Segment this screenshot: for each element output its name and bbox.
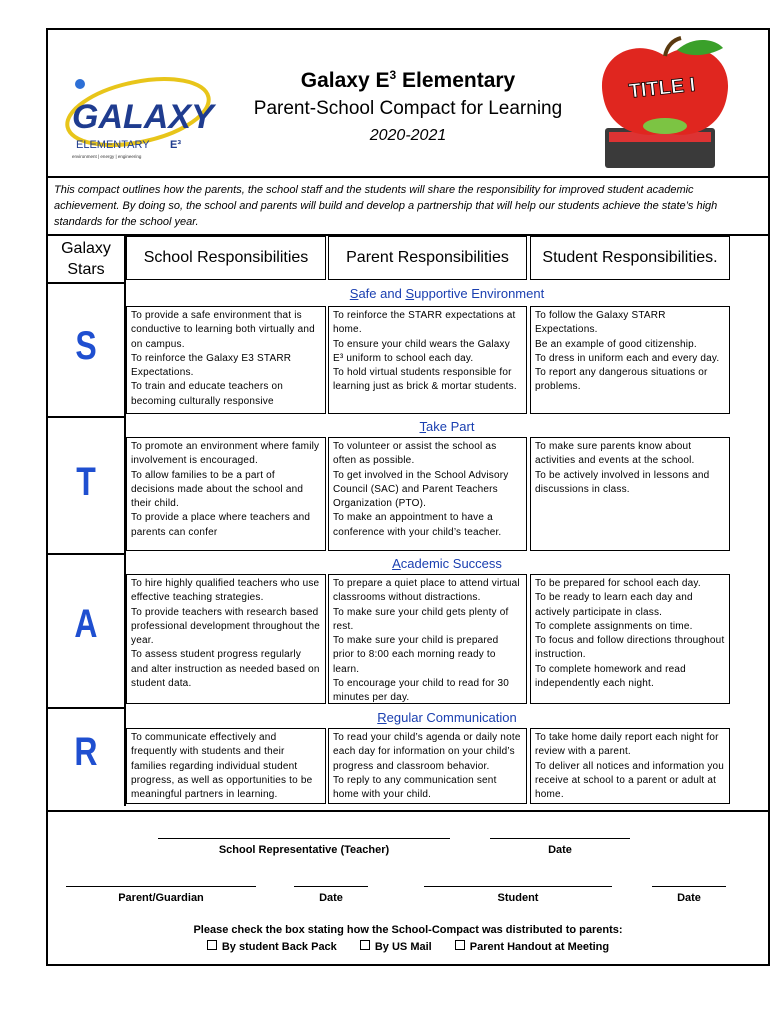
- galaxy-stars-header: Galaxy Stars: [61, 240, 111, 278]
- distribution-options: [48, 940, 768, 953]
- section-title-safe-supportive: Safe and Supportive Environment: [349, 286, 545, 301]
- parent-cell-academic-success: [328, 574, 527, 704]
- responsibility-item: To reinforce the Galaxy E3 STARR Expectations.: [131, 352, 292, 379]
- logo-word: GALAXY: [72, 98, 214, 136]
- responsibility-item: To prepare a quiet place to attend virtual classrooms without distractions.: [333, 578, 520, 604]
- parent-cell-regular-communication: [328, 728, 527, 804]
- document-subtitle: Parent-School Compact for Learning: [253, 98, 563, 119]
- responsibility-item: To read your child’s agenda or daily note each day for information on your child’s progress and classroom behavior.: [333, 732, 521, 772]
- school-cell-academic-success: [126, 574, 326, 704]
- student-date-label: Date: [677, 892, 701, 904]
- responsibility-item: To provide teachers with research based professional development throughout the year.: [131, 606, 321, 647]
- responsibility-item: To provide a safe environment that is conductive to learning both virtually and on campus.: [131, 310, 315, 350]
- responsibility-item: To dress in uniform each and every day.: [535, 352, 720, 364]
- stars-row-rule: [48, 416, 126, 418]
- option-us-mail[interactable]: By US Mail: [360, 940, 432, 953]
- school-cell-safe-supportive: [126, 306, 326, 414]
- title-one-apple-image: [585, 36, 745, 176]
- responsibility-item: Be an example of good citizenship.: [535, 338, 697, 350]
- rep-label: School Representative (Teacher): [218, 844, 390, 856]
- parent-cell-take-part: [328, 437, 527, 551]
- star-letter-r: R: [74, 730, 98, 774]
- header-rule: [48, 176, 768, 178]
- stars-row-rule: [48, 553, 126, 555]
- responsibility-item: To hire highly qualified teachers who use effective teaching strategies.: [131, 578, 320, 604]
- stars-row-rule: [48, 282, 126, 284]
- student-responsibilities-header: Student Responsibilities.: [530, 236, 730, 280]
- parent-date-line: [294, 886, 368, 887]
- responsibility-item: To follow the Galaxy STARR Expectations.: [535, 310, 666, 336]
- compact-page: [46, 28, 770, 966]
- star-letter-t: T: [76, 460, 96, 504]
- section-title-take-part: Take Part: [419, 419, 475, 434]
- school-responsibilities-header: School Responsibilities: [126, 236, 326, 280]
- responsibility-item: To be prepared for school each day.: [535, 578, 701, 589]
- stars-row-rule: [48, 707, 126, 709]
- responsibility-item: To reinforce the STARR expectations at home.: [333, 310, 516, 336]
- school-cell-regular-communication: [126, 728, 326, 804]
- student-cell-take-part: [530, 437, 730, 551]
- parent-date-label: Date: [319, 892, 343, 904]
- logo-tagline: environment | energy | engineering: [72, 154, 142, 159]
- option-backpack[interactable]: By student Back Pack: [207, 940, 337, 953]
- intro-text: This compact outlines how the parents, the school staff and the students will share the responsibility for improved student academic achievement. By doing so, the school and parents will build and develop a partnership that will help our students achieve the state’s high standards for the school year.: [54, 184, 718, 228]
- responsibility-item: To volunteer or assist the school as often as possible.: [333, 441, 497, 467]
- responsibility-item: To assess student progress regularly and alter instruction as needed based on student data.: [131, 649, 320, 690]
- responsibility-item: To be ready to learn each day and actively participate in class.: [535, 592, 693, 618]
- responsibility-item: To make sure your child gets plenty of rest.: [333, 606, 509, 632]
- student-cell-safe-supportive: [530, 306, 730, 414]
- section-title-regular-communication: Regular Communication: [377, 710, 517, 725]
- responsibility-item: To complete assignments on time.: [535, 620, 693, 632]
- responsibility-item: To report any dangerous situations or problems.: [535, 367, 708, 393]
- responsibility-item: To complete homework and read independently each night.: [535, 663, 686, 690]
- backpack-checkbox[interactable]: [207, 940, 217, 950]
- responsibility-item: To be actively involved in lessons and discussions in class.: [535, 469, 710, 495]
- responsibility-item: To make sure your child is prepared prior to 8:00 each morning ready to learn.: [333, 635, 499, 675]
- responsibility-item: To focus and follow directions throughout instruction.: [535, 635, 725, 661]
- rep-date-label: Date: [548, 844, 572, 856]
- student-label: Student: [497, 892, 539, 904]
- apple-label: TITLE I: [627, 73, 697, 103]
- student-signature-line: [424, 886, 612, 887]
- responsibility-item: To deliver all notices and information you receive at school to a parent or adult at home.: [535, 760, 725, 801]
- galaxy-logo: [58, 70, 228, 160]
- logo-sub: ELEMENTARY: [76, 139, 150, 151]
- responsibility-item: To allow families to be a part of decisions made about the school and their child.: [131, 469, 304, 510]
- school-year: 2020-2021: [369, 127, 447, 144]
- parent-signature-line: [66, 886, 256, 887]
- school-title: Galaxy $E^3$ Elementary: [300, 68, 516, 92]
- responsibility-item: To get involved in the School Advisory Council (SAC) and Parent Teachers Organization (PTO).: [333, 469, 509, 510]
- rep-signature-line: [158, 838, 450, 839]
- section-title-academic-success: Academic Success: [392, 556, 502, 571]
- student-cell-regular-communication: [530, 728, 730, 804]
- responsibility-item: To train and educate teachers on becoming culturally responsive: [131, 381, 284, 407]
- parent-responsibilities-header: Parent Responsibilities: [328, 236, 527, 280]
- responsibility-item: To encourage your child to read for 30 minutes per day.: [333, 678, 510, 704]
- responsibility-item: To make an appointment to have a conference with your child’s teacher.: [333, 512, 502, 538]
- star-letter-a: A: [74, 602, 98, 646]
- signature-top-rule: [48, 810, 768, 812]
- responsibility-item: To provide a place where teachers and parents can confer: [131, 512, 311, 538]
- logo-e3: E³: [170, 139, 181, 151]
- rep-date-line: [490, 838, 630, 839]
- student-date-line: [652, 886, 726, 887]
- parent-label: Parent/Guardian: [118, 892, 204, 904]
- responsibility-item: To make sure parents know about activities and events at the school.: [535, 441, 695, 467]
- responsibility-item: To take home daily report each night for review with a parent.: [535, 732, 719, 758]
- distribution-prompt: Please check the box stating how the School-Compact was distributed to parents:: [193, 924, 623, 936]
- school-cell-take-part: [126, 437, 326, 551]
- handout-checkbox[interactable]: [455, 940, 465, 950]
- responsibility-item: To hold virtual students responsible for learning just as brick & mortar students.: [333, 367, 517, 393]
- responsibility-item: To promote an environment where family involvement is encouraged.: [131, 441, 320, 467]
- responsibility-item: To ensure your child wears the Galaxy E³ uniform to school each day.: [333, 338, 510, 364]
- parent-cell-safe-supportive: [328, 306, 527, 414]
- responsibility-item: To communicate effectively and frequently with students and their families regarding individual student progress, as well as opportunities to be meaningful partners in learning.: [131, 732, 313, 801]
- star-letter-s: S: [75, 324, 97, 368]
- us-mail-checkbox[interactable]: [360, 940, 370, 950]
- responsibility-item: To reply to any communication sent home with your child.: [333, 774, 497, 801]
- student-cell-academic-success: [530, 574, 730, 704]
- option-handout[interactable]: Parent Handout at Meeting: [455, 940, 609, 953]
